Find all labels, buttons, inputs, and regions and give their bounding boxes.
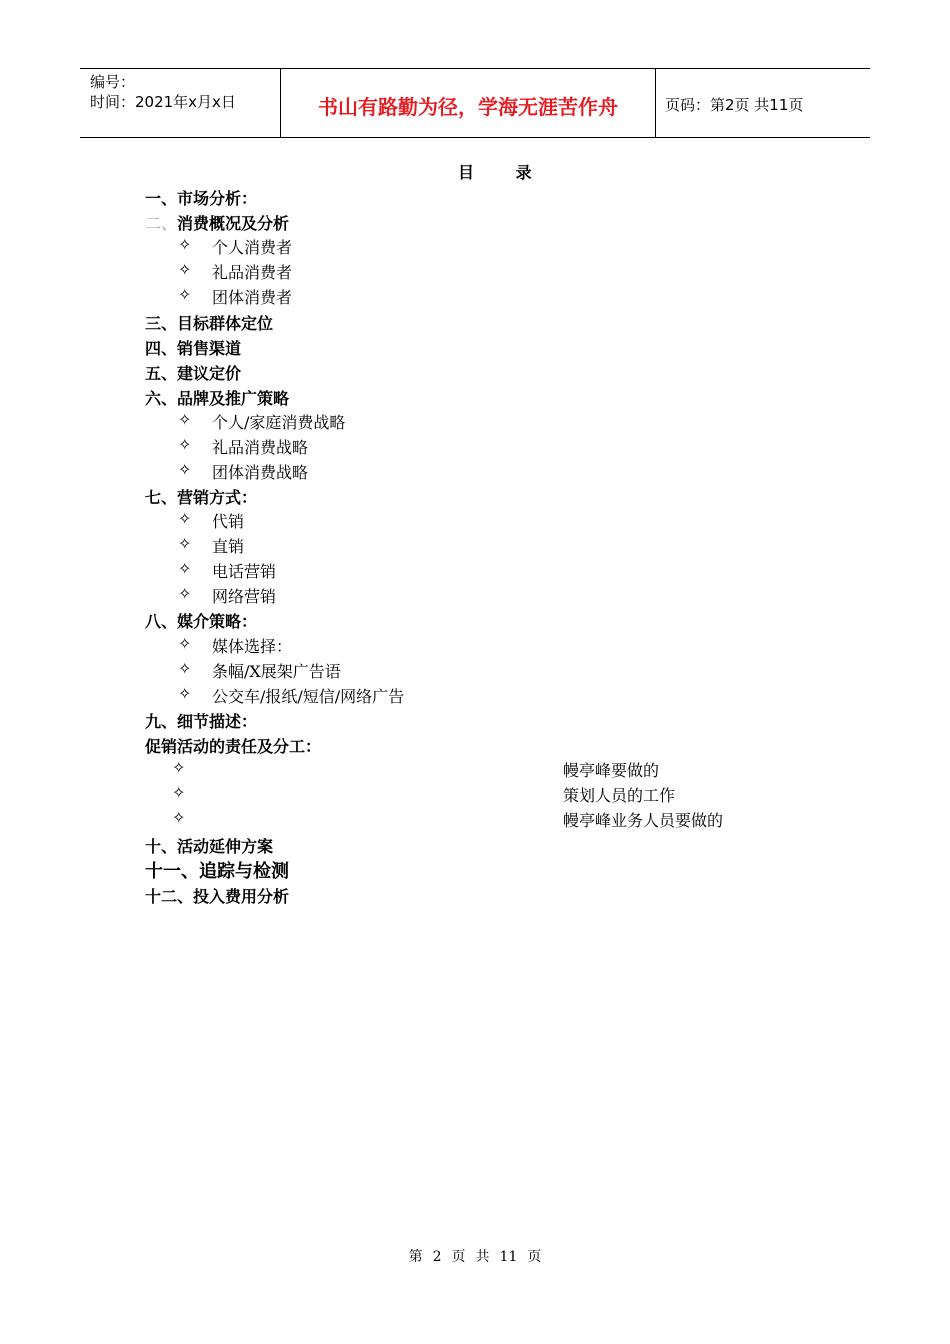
toc-item-11: 十一、追踪与检测	[145, 861, 289, 882]
page-footer	[0, 1246, 950, 1266]
toc-subitem: 个人消费者	[212, 238, 293, 257]
diamond-bullet-icon: ✧	[178, 534, 192, 553]
header-right-cell	[655, 69, 870, 137]
diamond-bullet-icon: ✧	[178, 684, 192, 703]
toc-title: 目 录	[458, 163, 550, 182]
toc-subitem: 幔亭峰业务人员要做的	[563, 811, 724, 830]
toc-item-6: 六、品牌及推广策略	[145, 389, 290, 408]
toc-item-9: 九、细节描述：	[145, 712, 258, 731]
footer-di: 第	[408, 1249, 423, 1265]
toc-subitem: 礼品消费战略	[212, 438, 309, 457]
diamond-bullet-icon: ✧	[178, 460, 192, 479]
toc-subitem: 礼品消费者	[212, 263, 293, 282]
diamond-bullet-icon: ✧	[178, 634, 192, 653]
footer-total: 11	[499, 1249, 518, 1265]
footer-gong: 共	[475, 1249, 490, 1265]
toc-item-2-label: 消费概况及分析	[177, 214, 290, 233]
header-motto-cell	[280, 69, 656, 137]
toc-item-5: 五、建议定价	[145, 364, 242, 383]
diamond-bullet-icon: ✧	[178, 559, 192, 578]
toc-subitem: 媒体选择：	[212, 637, 293, 656]
toc-subitem: 条幅/X展架广告语	[212, 662, 341, 681]
motto-text: 书山有路勤为径，学海无涯苦作舟	[318, 95, 618, 119]
time-label: 时间：2021年x月x日	[90, 93, 236, 111]
toc-item-2	[145, 211, 289, 234]
toc-item-9-sub: 促销活动的责任及分工：	[145, 737, 322, 756]
number-label: 编号：	[90, 73, 136, 91]
toc-item-2-prefix: 二、	[145, 214, 178, 233]
toc-subitem: 个人/家庭消费战略	[212, 413, 346, 432]
toc-subitem: 直销	[212, 537, 245, 556]
diamond-bullet-icon: ✧	[178, 285, 192, 304]
diamond-bullet-icon: ✧	[172, 783, 186, 802]
toc-subitem: 代销	[212, 512, 245, 531]
toc-subitem: 团体消费者	[212, 288, 293, 307]
page-info: 页码：第2页 共11页	[665, 96, 804, 114]
toc-subitem: 网络营销	[212, 587, 277, 606]
toc-item-10: 十、活动延伸方案	[145, 837, 274, 856]
diamond-bullet-icon: ✧	[178, 235, 192, 254]
diamond-bullet-icon: ✧	[178, 260, 192, 279]
toc-item-3: 三、目标群体定位	[145, 314, 274, 333]
diamond-bullet-icon: ✧	[178, 410, 192, 429]
diamond-bullet-icon: ✧	[178, 659, 192, 678]
toc-item-12: 十二、投入费用分析	[145, 887, 290, 906]
toc-subitem: 公交车/报纸/短信/网络广告	[212, 687, 405, 706]
toc-item-1: 一、市场分析：	[145, 189, 258, 208]
toc-subitem: 策划人员的工作	[563, 786, 676, 805]
toc-item-8: 八、媒介策略：	[145, 612, 258, 631]
diamond-bullet-icon: ✧	[178, 584, 192, 603]
toc-item-4: 四、销售渠道	[145, 339, 242, 358]
footer-page-number: 2	[432, 1249, 442, 1265]
diamond-bullet-icon: ✧	[178, 509, 192, 528]
footer-ye: 页	[527, 1249, 542, 1265]
toc-subitem: 团体消费战略	[212, 463, 309, 482]
toc-subitem: 电话营销	[212, 562, 277, 581]
header-left-cell	[80, 69, 280, 137]
diamond-bullet-icon: ✧	[178, 435, 192, 454]
toc-item-7: 七、营销方式：	[145, 488, 258, 507]
toc-subitem: 幔亭峰要做的	[563, 761, 660, 780]
page-header	[80, 68, 870, 138]
diamond-bullet-icon: ✧	[172, 808, 186, 827]
diamond-bullet-icon: ✧	[172, 758, 186, 777]
footer-ye: 页	[451, 1249, 466, 1265]
